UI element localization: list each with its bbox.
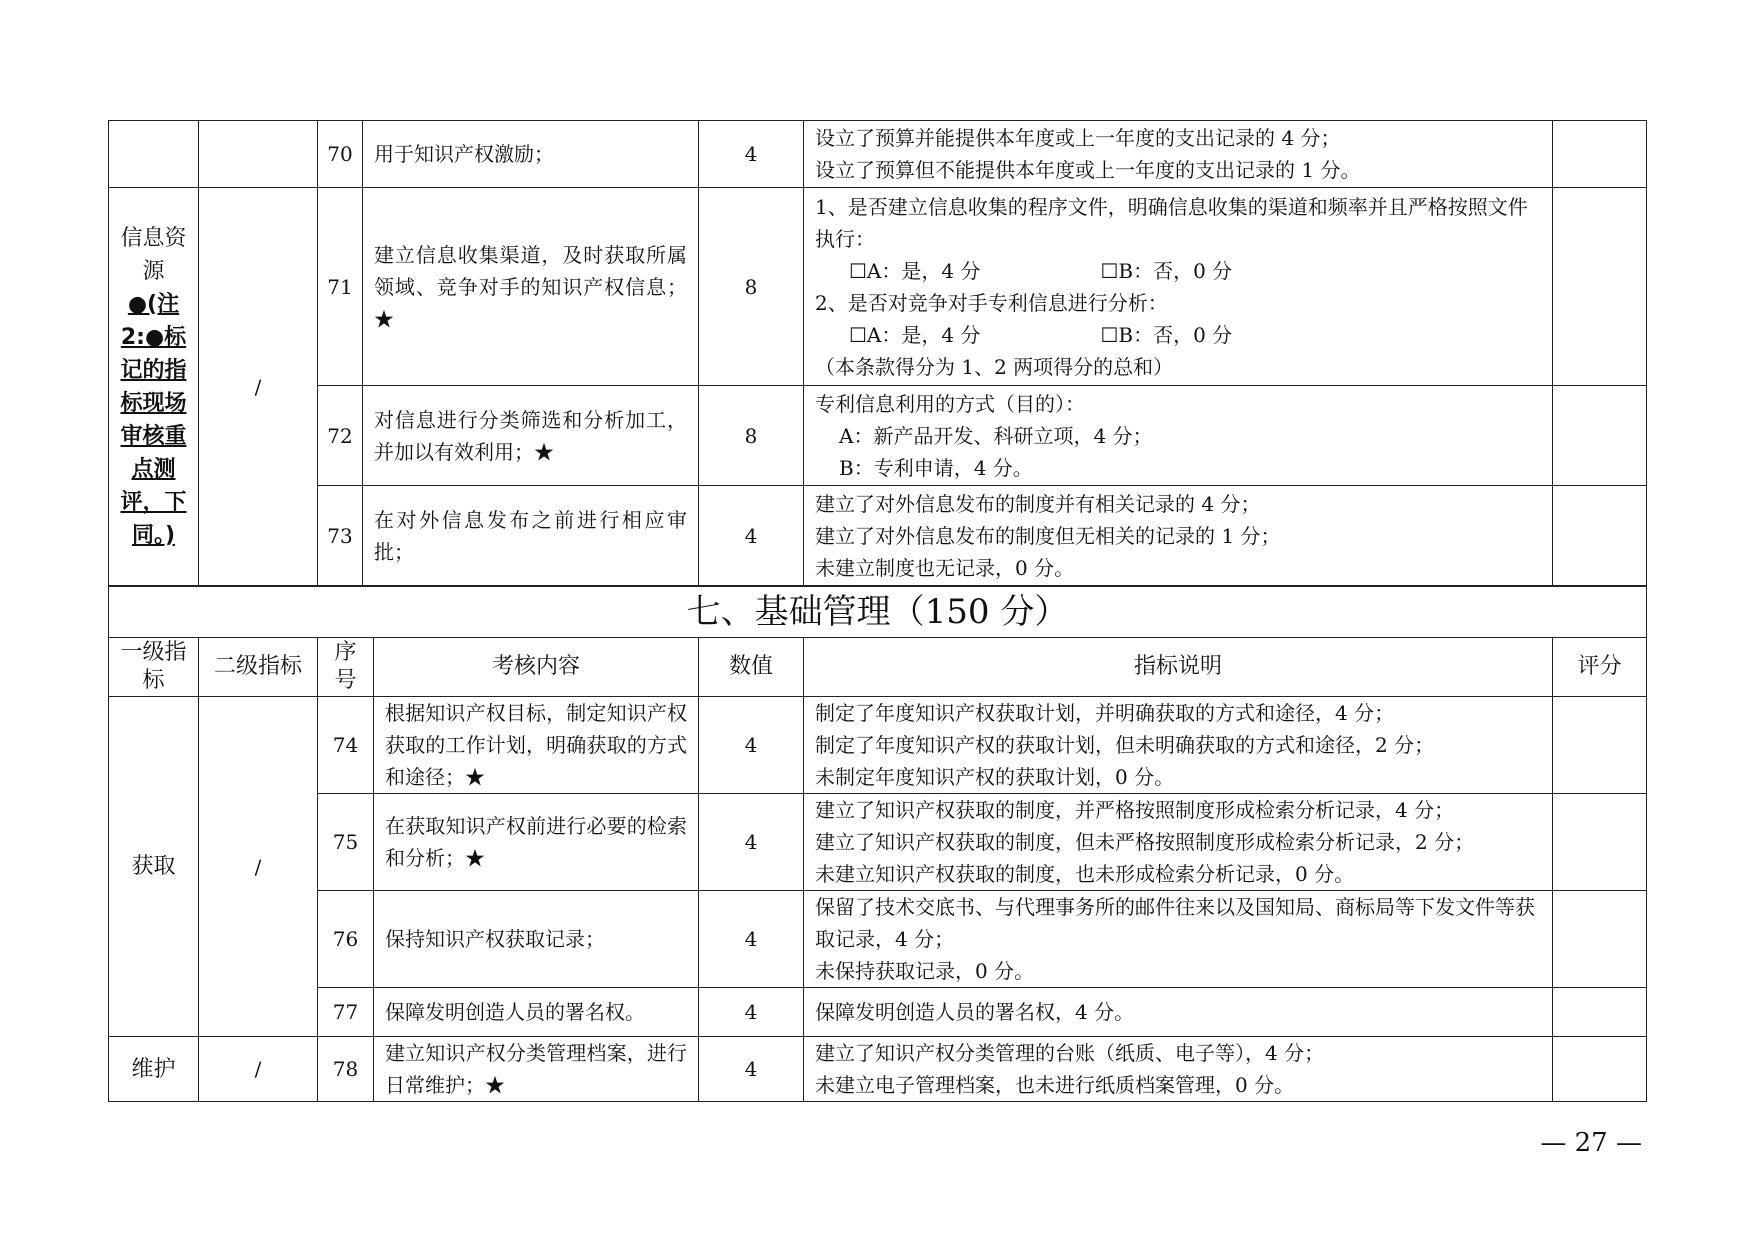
desc-line: 建立了知识产权获取的制度，但未严格按照制度形成检索分析记录，2 分； bbox=[815, 830, 1475, 854]
table-section-7 bbox=[108, 586, 1647, 1102]
desc-line: 制定了年度知识产权获取计划，并明确获取的方式和途径，4 分； bbox=[815, 701, 1395, 725]
score-cell bbox=[1553, 188, 1647, 386]
desc-line: 建立了知识产权分类管理的台账（纸质、电子等），4 分； bbox=[815, 1041, 1325, 1065]
desc-line: 未保持获取记录，0 分。 bbox=[815, 959, 1035, 983]
checkbox-option: ☐B：否，0 分 bbox=[1100, 322, 1233, 347]
checkbox-option: ☐A：是，4 分 bbox=[849, 258, 981, 283]
score-cell bbox=[1553, 121, 1647, 188]
table-row bbox=[109, 988, 1647, 1037]
level1-cell: 获取 bbox=[109, 697, 199, 1037]
desc-cell: 保障发明创造人员的署名权，4 分。 bbox=[804, 988, 1553, 1037]
page-number: — 27 — bbox=[1540, 1128, 1642, 1158]
table-row bbox=[109, 121, 1647, 188]
value-cell: 4 bbox=[699, 121, 804, 188]
desc-line: 1、是否建立信息收集的程序文件，明确信息收集的渠道和频率并且严格按照文件执行： bbox=[815, 194, 1528, 251]
value-cell: 4 bbox=[699, 697, 804, 794]
level1-cell: 维护 bbox=[109, 1037, 199, 1102]
score-cell bbox=[1553, 1037, 1647, 1102]
desc-line: 设立了预算并能提供本年度或上一年度的支出记录的 4 分； bbox=[815, 126, 1341, 150]
value-cell: 4 bbox=[699, 1037, 804, 1102]
value-cell: 4 bbox=[699, 486, 804, 586]
score-cell bbox=[1553, 794, 1647, 891]
value-cell: 8 bbox=[699, 188, 804, 386]
option-row bbox=[815, 255, 1541, 287]
header-score: 评分 bbox=[1553, 638, 1647, 697]
desc-line: 专利信息利用的方式（目的）： bbox=[815, 391, 1085, 416]
level1-label: 信息资源 bbox=[120, 225, 187, 284]
level2-cell: / bbox=[199, 1037, 318, 1102]
score-cell bbox=[1553, 891, 1647, 988]
content-cell: 根据知识产权目标，制定知识产权获取的工作计划，明确获取的方式和途径；★ bbox=[374, 697, 699, 794]
header-desc: 指标说明 bbox=[804, 638, 1553, 697]
desc-line: 未建立制度也无记录，0 分。 bbox=[815, 555, 1075, 580]
desc-line: 保留了技术交底书、与代理事务所的邮件往来以及国知局、商标局等下发文件等获取记录，4 分； bbox=[815, 895, 1535, 951]
desc-cell bbox=[804, 794, 1553, 891]
header-value: 数值 bbox=[699, 638, 804, 697]
content-cell: 对信息进行分类筛选和分析加工，并加以有效利用；★ bbox=[363, 386, 699, 486]
content-cell: 保持知识产权获取记录； bbox=[374, 891, 699, 988]
level1-cell bbox=[109, 188, 199, 586]
seq-cell: 70 bbox=[318, 121, 363, 188]
desc-line: 2、是否对竞争对手专利信息进行分析： bbox=[815, 290, 1168, 315]
score-cell bbox=[1553, 697, 1647, 794]
value-cell: 4 bbox=[699, 794, 804, 891]
value-cell: 4 bbox=[699, 891, 804, 988]
desc-cell bbox=[804, 891, 1553, 988]
seq-cell: 78 bbox=[318, 1037, 374, 1102]
header-content: 考核内容 bbox=[374, 638, 699, 697]
desc-line: 未建立电子管理档案，也未进行纸质档案管理，0 分。 bbox=[815, 1073, 1295, 1097]
header-row bbox=[109, 638, 1647, 697]
desc-cell bbox=[804, 486, 1553, 586]
content-cell: 在对外信息发布之前进行相应审批； bbox=[363, 486, 699, 586]
value-cell: 4 bbox=[699, 988, 804, 1037]
seq-cell: 72 bbox=[318, 386, 363, 486]
score-cell bbox=[1553, 988, 1647, 1037]
level1-cell bbox=[109, 121, 199, 188]
checkbox-option: ☐B：否，0 分 bbox=[1100, 258, 1233, 283]
desc-line: （本条款得分为 1、2 两项得分的总和） bbox=[815, 354, 1174, 379]
seq-cell: 75 bbox=[318, 794, 374, 891]
table-continued bbox=[108, 120, 1647, 586]
table-row bbox=[109, 1037, 1647, 1102]
score-cell bbox=[1553, 486, 1647, 586]
seq-cell: 73 bbox=[318, 486, 363, 586]
header-level2: 二级指标 bbox=[199, 638, 318, 697]
header-level1: 一级指标 bbox=[109, 638, 199, 697]
seq-cell: 71 bbox=[318, 188, 363, 386]
section-title-row bbox=[109, 587, 1647, 638]
table-row bbox=[109, 188, 1647, 386]
value-cell: 8 bbox=[699, 386, 804, 486]
seq-cell: 74 bbox=[318, 697, 374, 794]
level2-cell: / bbox=[199, 188, 318, 586]
desc-cell bbox=[804, 697, 1553, 794]
desc-cell bbox=[804, 121, 1553, 188]
table-row bbox=[109, 386, 1647, 486]
desc-line: 建立了知识产权获取的制度，并严格按照制度形成检索分析记录，4 分； bbox=[815, 798, 1455, 822]
desc-line: A：新产品开发、科研立项，4 分； bbox=[839, 423, 1153, 448]
score-cell bbox=[1553, 386, 1647, 486]
desc-line: 设立了预算但不能提供本年度或上一年度的支出记录的 1 分。 bbox=[815, 158, 1361, 182]
desc-cell bbox=[804, 1037, 1553, 1102]
desc-cell bbox=[804, 188, 1553, 386]
desc-cell bbox=[804, 386, 1553, 486]
checkbox-option: ☐A：是，4 分 bbox=[849, 322, 981, 347]
content-cell: 在获取知识产权前进行必要的检索和分析；★ bbox=[374, 794, 699, 891]
desc-line: 未制定年度知识产权的获取计划，0 分。 bbox=[815, 765, 1175, 789]
content-cell: 建立信息收集渠道，及时获取所属领域、竞争对手的知识产权信息；★ bbox=[363, 188, 699, 386]
content-cell: 用于知识产权激励； bbox=[363, 121, 699, 188]
desc-line: 未建立知识产权获取的制度，也未形成检索分析记录，0 分。 bbox=[815, 862, 1355, 886]
table-row bbox=[109, 891, 1647, 988]
table-row bbox=[109, 486, 1647, 586]
seq-cell: 76 bbox=[318, 891, 374, 988]
table-row bbox=[109, 794, 1647, 891]
desc-line: 建立了对外信息发布的制度并有相关记录的 4 分； bbox=[815, 491, 1261, 516]
level2-cell bbox=[199, 121, 318, 188]
option-row bbox=[815, 319, 1541, 351]
desc-line: 建立了对外信息发布的制度但无相关的记录的 1 分； bbox=[815, 523, 1281, 548]
level2-cell: / bbox=[199, 697, 318, 1037]
table-row bbox=[109, 697, 1647, 794]
footnote-text: ●(注2:●标记的指标现场审核重点测评，下同。) bbox=[120, 291, 187, 548]
content-cell: 保障发明创造人员的署名权。 bbox=[374, 988, 699, 1037]
section-title: 七、基础管理（150 分） bbox=[109, 587, 1647, 638]
header-seq: 序号 bbox=[318, 638, 374, 697]
desc-line: B：专利申请，4 分。 bbox=[839, 455, 1033, 480]
seq-cell: 77 bbox=[318, 988, 374, 1037]
desc-line: 制定了年度知识产权的获取计划，但未明确获取的方式和途径，2 分； bbox=[815, 733, 1435, 757]
content-cell: 建立知识产权分类管理档案，进行日常维护；★ bbox=[374, 1037, 699, 1102]
